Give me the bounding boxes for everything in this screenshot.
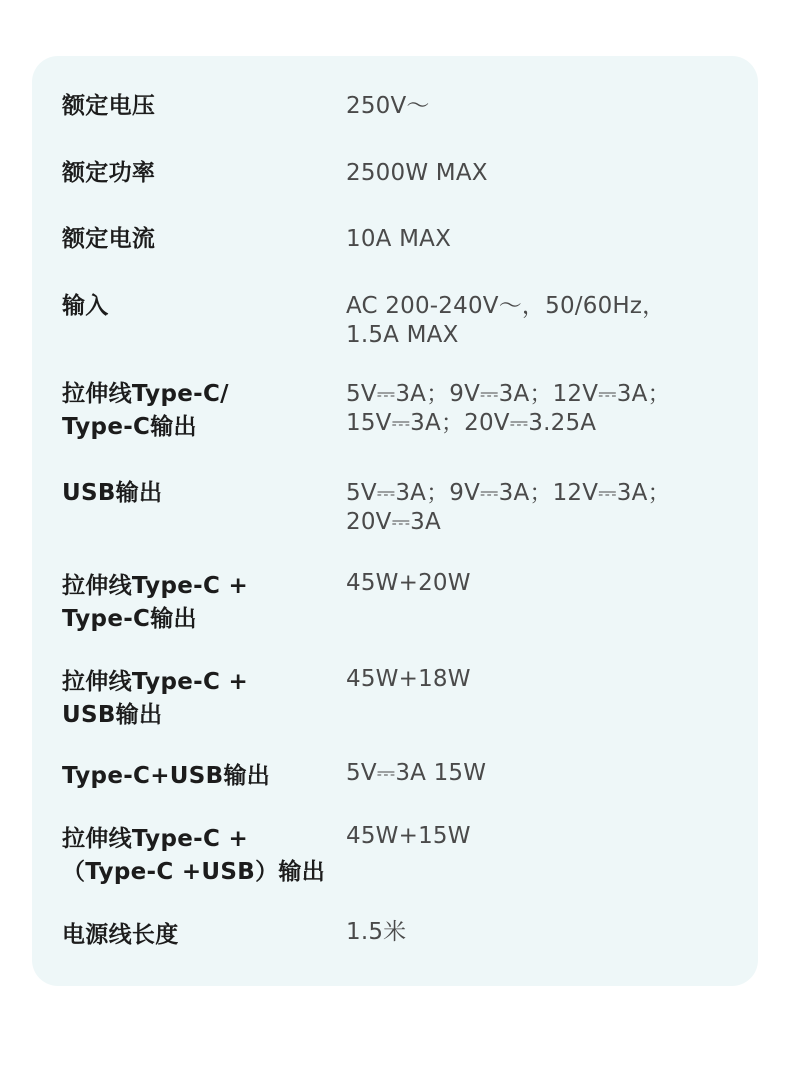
spec-value: 45W+15W — [346, 823, 471, 849]
spec-value: 45W+18W — [346, 666, 471, 692]
spec-label: Type-C+USB输出 — [62, 763, 271, 789]
spec-label: 拉伸线Type-C + Type-C输出 — [62, 573, 249, 632]
spec-label: USB输出 — [62, 480, 163, 506]
spec-card — [32, 56, 758, 986]
spec-label: 拉伸线Type-C + USB输出 — [62, 669, 249, 728]
spec-value: 5V⎓3A 15W — [346, 760, 487, 786]
spec-value: 2500W MAX — [346, 160, 488, 186]
spec-value: AC 200-240V～，50/60Hz， 1.5A MAX — [346, 293, 666, 348]
spec-label: 拉伸线Type-C/ Type-C输出 — [62, 381, 229, 440]
spec-value: 5V⎓3A；9V⎓3A；12V⎓3A； 20V⎓3A — [346, 480, 671, 535]
spec-value: 10A MAX — [346, 226, 452, 252]
spec-label: 额定电流 — [62, 226, 156, 252]
spec-value: 45W+20W — [346, 570, 471, 596]
spec-label: 输入 — [62, 293, 109, 319]
spec-value: 5V⎓3A；9V⎓3A；12V⎓3A； 15V⎓3A；20V⎓3.25A — [346, 381, 671, 436]
spec-value: 1.5米 — [346, 919, 407, 945]
spec-label: 额定功率 — [62, 160, 156, 186]
spec-label: 额定电压 — [62, 93, 156, 119]
spec-value: 250V～ — [346, 93, 430, 119]
spec-label: 电源线长度 — [62, 922, 179, 948]
spec-label: 拉伸线Type-C + （Type-C +USB）输出 — [62, 826, 325, 885]
